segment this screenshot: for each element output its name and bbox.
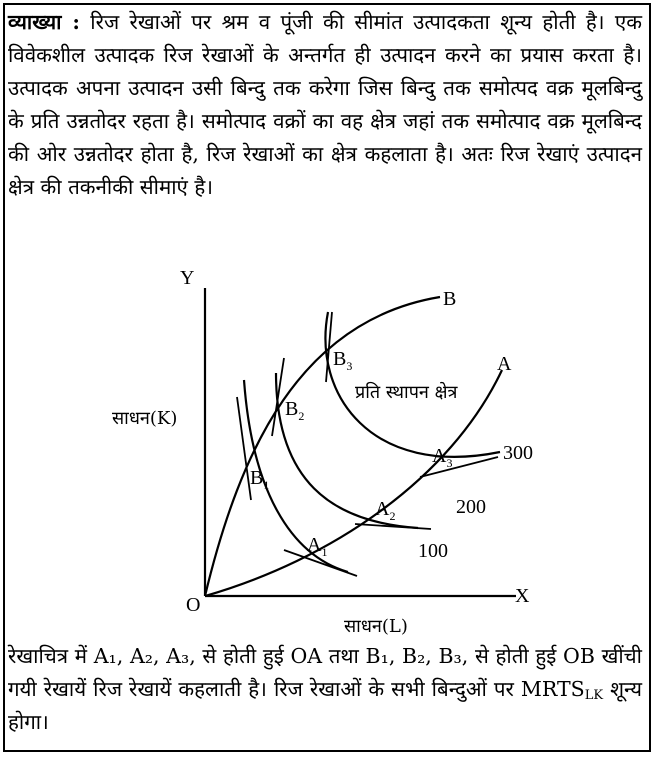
- point-a2-label: $A_2$: [375, 498, 396, 523]
- point-b1-label: $B_1$: [250, 467, 270, 492]
- ridge-b-label: B: [443, 288, 457, 310]
- substitution-region-label: प्रति स्थापन क्षेत्र: [355, 382, 458, 403]
- isoquant-100-label: 100: [418, 540, 448, 562]
- origin-label: O: [186, 594, 201, 616]
- point-b2-label: $B_2$: [285, 398, 305, 423]
- explanation-lead: व्याख्या :: [8, 10, 80, 34]
- point-b3-label: $B_3$: [333, 348, 353, 373]
- caption-paragraph: [8, 640, 642, 739]
- caption-subscript: LK: [584, 688, 604, 703]
- y-axis-title: साधन(K): [112, 408, 178, 429]
- y-axis-letter: Y: [180, 267, 195, 289]
- isoquant-200-label: 200: [456, 496, 486, 518]
- caption-text: रेखाचित्र में A₁, A₂, A₃, से होती हुई OA तथा B₁, B₂, B₃, से होती हुई OB खींची गयी रेखायें रिज रेखायें कहलाती है। रिज रेखाओं के सभी बिन्दुओं पर MRTS: [8, 644, 642, 701]
- explanation-text: रिज रेखाओं पर श्रम व पूंजी की सीमांत उत्पादकता शून्य होती है। एक विवेकशील उत्पादक रिज रेखाओं के अन्तर्गत ही उत्पादन करने का प्रयास करता है। उत्पादक अपना उत्पादन उसी बिन्दु तक करेगा जिस बिन्दु तक समोत्पद वक्र मूलबिन्दु के प्रति उन्नतोदर रहता है। समोत्पाद वक्रों का वह क्षेत्र जहां तक समोत्पाद वक्र मूलबिन्द की ओर उन्नतोदर होता है, रिज रेखाओं का क्षेत्र कहलाता है। अतः रिज रेखाएं उत्पादन क्षेत्र की तकनीकी सीमाएं है।: [8, 10, 642, 199]
- isoquant-300-label: 300: [503, 442, 533, 464]
- point-a1-label: $A_1$: [307, 534, 328, 559]
- x-axis-letter: X: [515, 585, 530, 607]
- x-axis-title: साधन(L): [344, 616, 408, 637]
- ridge-a-label: A: [497, 353, 512, 375]
- point-a3-label: $A_3$: [432, 445, 453, 470]
- caption-tail: शून्य होगा।: [8, 677, 642, 734]
